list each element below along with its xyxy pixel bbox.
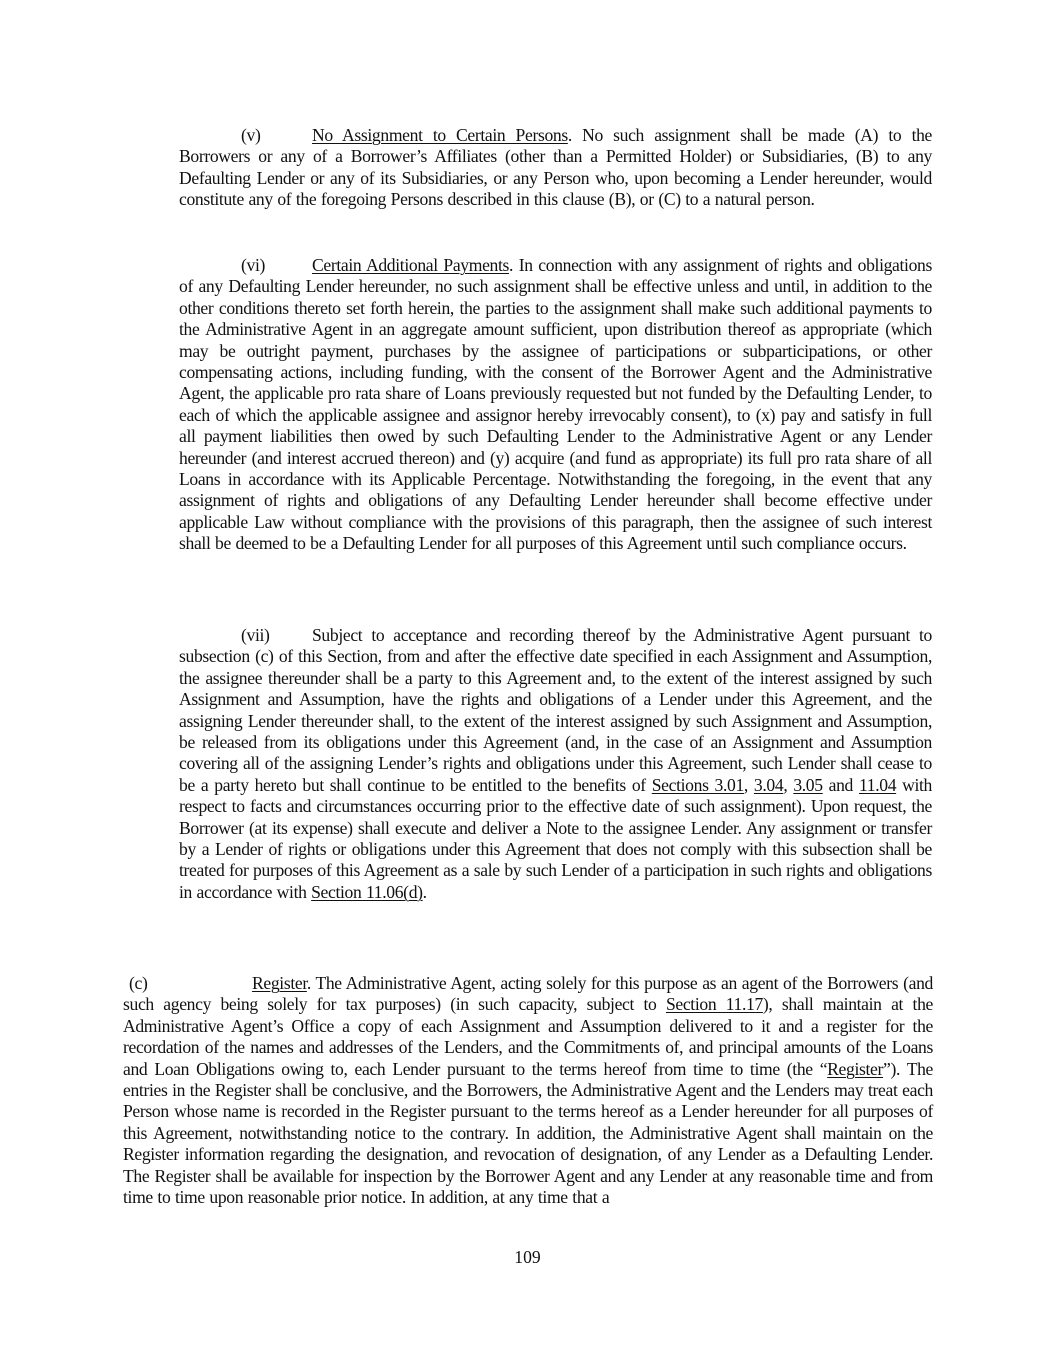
paragraph-c-text-3: ”). The entries in the Register shall be conclusive, and the Borrowers, the Administrative Agent and the Lenders may treat each Person whose name is recorded in the Register pursuant to the terms hereof as a Lender hereunder for all purposes of this Agreement, notwithstanding notice to the contrary. In addition, the Administrative Agent shall maintain on the Register information regarding the designation, and revocation of designation, of any Lender as a Defaulting Lender. The Register shall be available for inspection by the Borrower Agent and any Lender at any reasonable time and from time to time upon reasonable prior notice. In addition, at any time that a [123,1058,933,1208]
heading-register: Register [252,973,307,993]
ref-section-11-06-d: Section 11.06(d) [311,881,423,902]
paragraph-vii [179,625,932,903]
paragraph-v [179,125,932,211]
paragraph-vii-text-3: . [422,881,427,902]
clause-label-vii: (vii) [241,625,270,645]
defined-term-register: Register [827,1058,884,1079]
paragraph-vii-text-2: with respect to facts and circumstances occurring prior to the effective date of such assignment). Upon request, the Borrower (at its expense) shall execute and deliver a Note to the assignee Lender. Any assignment or transfer by a Lender of rights or obligations under this Agreement that does not comply with this subsection shall be treated for purposes of this Agreement as a sale by such Lender of a participation in such rights and obligations in accordance with [179,774,932,902]
page-number: 109 [514,1247,541,1267]
paragraph-c [123,973,933,1208]
heading-no-assignment: No Assignment to Certain Persons [312,125,568,145]
ref-section-11-17: Section 11.17 [665,994,763,1015]
ref-sections-3-01: Sections 3.01 [651,774,744,795]
paragraph-vi-text: . In connection with any assignment of rights and obligations of any Defaulting Lender hereunder, no such assignment shall be effective unless and until, in addition to the other conditions thereto set forth herein, the parties to the assignment shall make such additional payments to the Administrative Agent in an aggregate amount sufficient, upon distribution thereof as appropriate (which may be outright payment, purchases by the assignee of participations or subparticipations, or other compensating actions, including funding, with the consent of the Borrower Agent and the Administrative Agent, the applicable pro rata share of Loans previously requested but not funded by the Defaulting Lender, to each of which the applicable assignee and assignor hereby irrevocably consent), to (x) pay and satisfy in full all payment liabilities then owed by such Defaulting Lender to the Administrative Agent or any Lender hereunder (and interest accrued thereon) and (y) acquire (and fund as appropriate) its full pro rata share of all Loans in accordance with its Applicable Percentage. Notwithstanding the foregoing, in the event that any assignment of rights and obligations of any Defaulting Lender hereunder shall become effective under applicable Law without compliance with the provisions of this paragraph, then the assignee of such interest shall be deemed to be a Defaulting Lender for all purposes of this Agreement until such compliance occurs. [179,255,932,554]
heading-certain-additional-payments: Certain Additional Payments [312,255,510,275]
paragraph-vii-text-1: Subject to acceptance and recording thereof by the Administrative Agent pursuant to subsection (c) of this Section, from and after the effective date specified in each Assignment and Assumption, the assignee thereunder shall be a party to this Agreement and, to the extent of the interest assigned by such Assignment and Assumption, have the rights and obligations of a Lender under this Agreement, and the assigning Lender thereunder shall, to the extent of the interest assigned by such Assignment and Assumption, be released from its obligations under this Agreement (and, in the case of an Assignment and Assumption covering all of the assigning Lender’s rights and obligations under this Agreement, such Lender shall cease to be a party hereto but shall continue to be entitled to the benefits of [179,625,932,795]
ref-11-04: 11.04 [858,774,897,795]
paragraph-c-text-2: ), shall maintain at the Administrative Agent’s Office a copy of each Assignment and Assumption delivered to it and a register for the recordation of the names and addresses of the Lenders, and the Commitments of, and principal amounts of the Loans and Loan Obligations owing to, each Lender pursuant to the terms hereof from time to time (the “ [123,994,933,1079]
sep-3: and [822,774,859,795]
clause-label-c: (c) [129,973,148,993]
ref-3-04: 3.04 [753,774,784,795]
paragraph-v-text: . No such assignment shall be made (A) to the Borrowers or any of a Borrower’s Affiliates (other than a Permitted Holder) or Subsidiaries, (B) to any Defaulting Lender or any of its Subsidiaries, or any Person who, upon becoming a Lender hereunder, would constitute any of the foregoing Persons described in this clause (B), or (C) to a natural person. [179,125,933,210]
clause-label-v: (v) [241,125,261,145]
ref-3-05: 3.05 [793,774,823,795]
sep-1: , [743,774,754,795]
paragraph-c-text-1: . The Administrative Agent, acting solely for this purpose as an agent of the Borrowers (and such agency being solely for tax purposes) (in such capacity, subject to [123,973,933,1015]
clause-label-vi: (vi) [241,255,266,275]
paragraph-vi [179,255,932,555]
sep-2: , [783,774,794,795]
